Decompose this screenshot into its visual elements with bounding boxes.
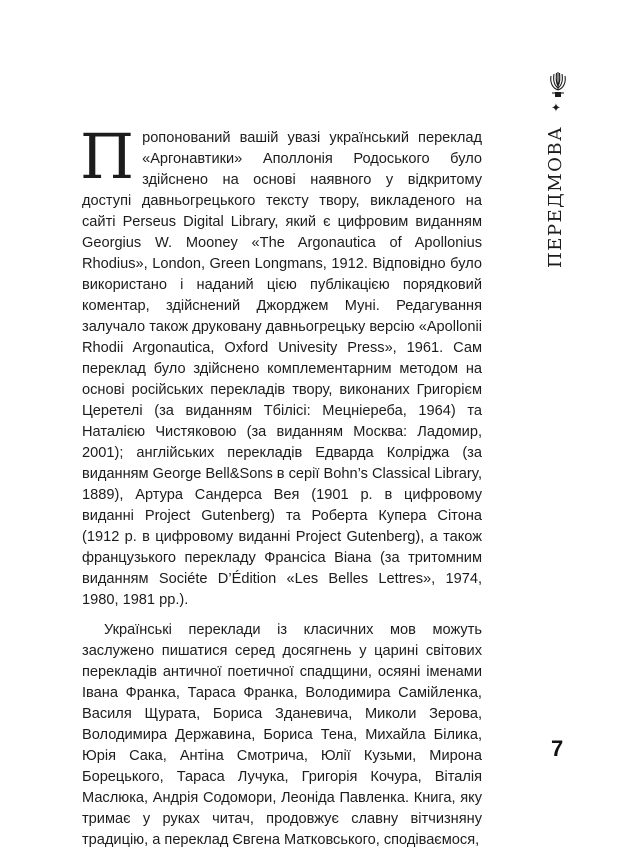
section-title-text: ПЕРЕДМОВА <box>545 125 566 268</box>
section-title <box>545 98 571 268</box>
lyre-ornament-icon <box>546 70 570 98</box>
paragraph-2: Українські переклади із класичних мов можуть заслужено пишатися серед досягнень у царині світових перекладів античної поетичної спадщини, осяяні іменами Івана Франка, Тараса Франка, Володимира Самійленка, Василя Щурата, Бориса Зданевича, Миколи Зерова, Володимира Державина, Бориса Тена, Михайла Білика, Юрія Сака, Антіна Смотрича, Юлії Кузьми, Мирона Борецького, Тараса Лучука, Григорія Кочура, Віталія Маслюка, Андрія Содомори, Леоніда Павленка. Книга, яку тримає у руках читач, продовжує славну вітчизняну традицію, а переклад Євгена Матковського, сподіваємося, <box>82 622 482 848</box>
drop-cap: П <box>80 120 135 193</box>
paragraph-1-text: ропонований вашій увазі український переклад «Аргонавтики» Аполлонія Родоського було здійснено на основі наявного у відкритому доступі давньогрецького тексту твору, викладеного на сайті Perseus Digital Library, який є цифровим виданням Georgius W. Mooney «The Argonautica of Apollonius Rhodius», London, Green Longmans, 1912. Відповідно було використано і наданий цією публікацією порядковий коментар, здійснений Джорджем Муні. Редагування залучало також друковану давньогрецьку версію «Apollonii Rhodii Argonautica, Oxford Univesity Press», 1961. Сам переклад було здійснено комплементарним методом на основі російських перекладів твору, виконаних Григорієм Церетелі (за виданням Тбілісі: Мецніереба, 1964) та Наталією Чистяковою (за виданням Москва: Ладомир, 2001); англійських перекладів Едварда Колріджа (за виданням George Bell&Sons в серії Bohn’s Classical Library, 1889), Артура Сандерса Вея (1901 р. в цифровому виданні Project Gutenberg) та Роберта Купера Сітона (1912 р. в цифровому виданні Project Gutenberg), а також французького перекладу Франсіса Віана (за тритомним виданням Sociéte D’Édition «Les Belles Lettres», 1974, 1980, 1981 рр.). <box>82 130 482 608</box>
running-header <box>545 70 571 270</box>
separator-icon: ✦ <box>549 98 563 115</box>
paragraph-1 <box>80 120 482 611</box>
body-text <box>80 120 482 851</box>
page-number: 7 <box>551 736 564 761</box>
